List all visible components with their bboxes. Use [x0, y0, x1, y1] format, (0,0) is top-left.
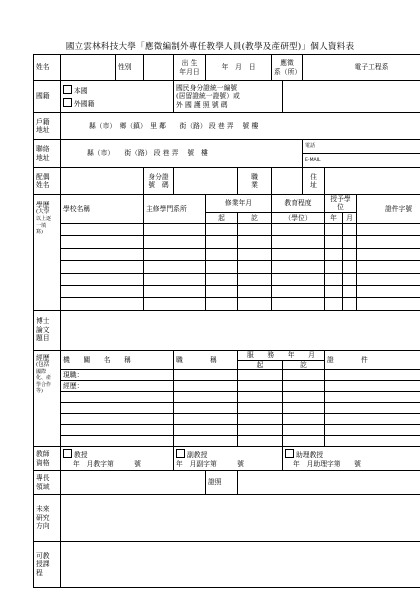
id-label-line3: 外 國 護 照 號 碼 — [176, 100, 228, 109]
experience-past-row — [34, 381, 420, 392]
edu-level-cell[interactable] — [272, 285, 325, 297]
row-basic-info — [34, 55, 420, 81]
qual-label-line1: 教師 — [36, 450, 50, 459]
edu-from-cell[interactable] — [206, 248, 238, 260]
birth-field[interactable]: 年 月 日 — [206, 55, 272, 81]
degree-level-header: 教育程度 — [272, 195, 325, 213]
edu-major-cell[interactable] — [144, 236, 206, 248]
edu-school-cell[interactable] — [61, 248, 144, 260]
license-field[interactable] — [238, 471, 420, 495]
license-label: 證照 — [206, 471, 238, 495]
name-label: 姓名 — [34, 55, 61, 81]
experience-label — [34, 350, 61, 446]
row-teacher-qualification — [34, 447, 420, 471]
exp-org-cell[interactable] — [61, 403, 174, 414]
edu-level-cell[interactable] — [272, 236, 325, 248]
major-header: 主修學門系所 — [144, 195, 206, 224]
exp-cert-cell[interactable] — [325, 392, 420, 403]
row-contact-address — [34, 140, 420, 168]
form-title: 國立雲林科技大學「應徵編制外專任教學人員(教學及產研型)」個人資料表 — [65, 42, 355, 52]
nationality-domestic-option[interactable] — [63, 85, 171, 95]
spouse-name-label — [34, 168, 61, 195]
edu-month-cell[interactable] — [343, 298, 357, 310]
edu-month-cell[interactable] — [343, 223, 357, 235]
contact-address-field[interactable]: 縣（市） 街（路） 段 巷 弄 號 樓 — [61, 140, 303, 168]
spouse-job-label-line1: 職 — [251, 172, 258, 181]
period-from-header: 起 — [206, 212, 238, 223]
name-field[interactable] — [61, 55, 116, 81]
checkbox-assist-professor[interactable] — [285, 449, 294, 458]
education-header-row-1 — [34, 195, 420, 213]
contact-address-label — [34, 140, 61, 168]
household-label-line2: 地址 — [36, 126, 50, 134]
future-research-label — [34, 495, 61, 542]
edu-level-cell[interactable] — [272, 261, 325, 273]
exp-org-cell[interactable] — [61, 414, 174, 425]
exp-title-cell[interactable] — [174, 425, 238, 436]
edu-month-cell[interactable] — [343, 261, 357, 273]
spouse-job-field[interactable] — [272, 168, 303, 195]
email-field[interactable] — [303, 154, 420, 167]
exp-title-cell[interactable] — [174, 392, 238, 403]
edu-from-cell[interactable] — [206, 261, 238, 273]
edu-school-cell[interactable] — [61, 223, 144, 235]
edu-to-cell[interactable] — [238, 223, 272, 235]
experience-row — [34, 425, 420, 436]
future-label-line3: 方向 — [36, 522, 50, 531]
birth-label-line2: 年月日 — [179, 67, 200, 76]
exp-to-cell[interactable] — [283, 392, 325, 403]
exp-title-cell[interactable] — [174, 436, 238, 447]
row-future-research — [34, 495, 420, 542]
edu-from-cell[interactable] — [206, 223, 238, 235]
checkbox-foreign[interactable] — [63, 98, 72, 107]
exp-title-cell[interactable] — [174, 370, 238, 381]
spouse-address-label-line1: 住 — [310, 172, 317, 181]
checkbox-professor[interactable] — [63, 449, 72, 458]
org-name-header: 機 關 名 稱 — [61, 350, 174, 369]
edu-major-cell[interactable] — [144, 298, 206, 310]
spouse-id-label-line2: 號 碼 — [148, 181, 169, 189]
edu-cert-cell[interactable] — [357, 248, 420, 260]
nationality-label: 國籍 — [34, 81, 61, 113]
spouse-id-field[interactable] — [174, 168, 238, 195]
qualification-assoc — [174, 447, 283, 471]
service-period-header: 服 務 年 月 — [238, 350, 325, 360]
edu-month-cell[interactable] — [343, 285, 357, 297]
exp-cert-cell[interactable] — [325, 381, 420, 392]
edu-month-cell[interactable] — [343, 273, 357, 285]
edu-cert-cell[interactable] — [357, 261, 420, 273]
domestic-label: 本國 — [74, 86, 88, 95]
professor-label: 教授 — [74, 451, 88, 460]
id-label-line1: 國民身分證統一編號 — [176, 83, 238, 92]
experience-row — [34, 436, 420, 447]
household-address-field[interactable]: 縣（市） 鄉（鎮） 里 鄰 街（路） 段 巷 弄 號 樓 — [61, 113, 420, 140]
service-to-header: 訖 — [283, 360, 325, 369]
foreign-label: 外國籍 — [74, 100, 95, 108]
qualification-assist — [283, 447, 420, 471]
edu-year-cell[interactable] — [325, 236, 343, 248]
edu-label-line1: 學歷 — [36, 201, 50, 209]
phone-label: 電話 — [305, 143, 316, 149]
checkbox-assoc-professor[interactable] — [176, 449, 185, 458]
education-row — [34, 273, 420, 285]
edu-level-cell[interactable] — [272, 273, 325, 285]
future-label-line2: 研究 — [36, 513, 50, 522]
edu-cert-cell[interactable] — [357, 236, 420, 248]
courses-label — [34, 542, 61, 588]
grant-year-header: 年 — [325, 212, 343, 223]
specialty-label-line1: 專長 — [36, 474, 50, 483]
edu-year-cell[interactable] — [325, 223, 343, 235]
certificate-no-header: 證件字號 — [357, 195, 420, 224]
edu-label-line5: 寫) — [36, 228, 43, 235]
gender-label: 性別 — [116, 55, 144, 81]
edu-to-cell[interactable] — [238, 261, 272, 273]
assist-label: 助理教授 — [296, 451, 324, 460]
exp-org-cell[interactable] — [61, 436, 174, 447]
assist-option[interactable] — [285, 449, 420, 459]
edu-to-cell[interactable] — [238, 248, 272, 260]
spouse-job-label-line2: 業 — [251, 181, 258, 189]
exp-cert-cell[interactable] — [325, 370, 420, 381]
current-label: 現職： — [63, 370, 84, 379]
experience-row — [34, 414, 420, 425]
grant-month-header: 月 — [343, 212, 357, 223]
edu-major-cell[interactable] — [144, 248, 206, 260]
specialty-field[interactable] — [61, 471, 206, 495]
education-row — [34, 261, 420, 273]
id-number-field[interactable] — [283, 81, 420, 113]
exp-to-cell[interactable] — [283, 414, 325, 425]
edu-year-cell[interactable] — [325, 285, 343, 297]
edu-major-cell[interactable] — [144, 285, 206, 297]
exp-label-line6: 等) — [36, 387, 43, 394]
edu-year-cell[interactable] — [325, 298, 343, 310]
spouse-label-line1: 配偶 — [36, 172, 50, 181]
exp-title-cell[interactable] — [174, 403, 238, 414]
exp-to-cell[interactable] — [283, 370, 325, 381]
id-number-label — [174, 81, 283, 113]
professor-cert-no[interactable]: 年 月教字第 號 — [73, 459, 141, 468]
edu-from-cell[interactable] — [206, 273, 238, 285]
education-row — [34, 248, 420, 260]
edu-from-cell[interactable] — [206, 236, 238, 248]
row-household-address — [34, 113, 420, 140]
spouse-id-label — [144, 168, 174, 195]
education-label — [34, 195, 61, 311]
edu-school-cell[interactable] — [61, 298, 144, 310]
edu-cert-cell[interactable] — [357, 285, 420, 297]
edu-label-line2: (大學 — [36, 209, 50, 216]
assoc-option[interactable] — [176, 449, 280, 459]
education-row — [34, 285, 420, 297]
exp-label-line1: 經歷 — [36, 353, 50, 362]
spouse-job-label — [238, 168, 272, 195]
exp-from-cell[interactable] — [238, 414, 283, 425]
spouse-label-line2: 姓名 — [36, 181, 50, 189]
professor-option[interactable] — [63, 449, 171, 459]
edu-cert-cell[interactable] — [357, 298, 420, 310]
spouse-name-field[interactable] — [61, 168, 144, 195]
spouse-address-field[interactable] — [325, 168, 420, 195]
edu-from-cell[interactable] — [206, 298, 238, 310]
phone-field[interactable] — [303, 140, 420, 154]
edu-year-cell[interactable] — [325, 261, 343, 273]
edu-school-cell[interactable] — [61, 273, 144, 285]
edu-major-cell[interactable] — [144, 223, 206, 235]
degree-level-subheader: （學位） — [272, 212, 325, 223]
specialty-label — [34, 471, 61, 495]
past-label: 經歷： — [63, 381, 84, 390]
assoc-cert-no[interactable]: 年 月副字第 號 — [176, 459, 244, 468]
school-name-header: 學校名稱 — [61, 195, 144, 224]
row-spouse — [34, 168, 420, 195]
qualification-label — [34, 447, 61, 471]
exp-cert-header: 證 件 — [325, 350, 420, 369]
birth-label-line1: 出 生 — [181, 59, 198, 68]
exp-org-cell[interactable] — [61, 425, 174, 436]
exp-label-line2: (包括 — [36, 362, 50, 369]
spouse-address-label — [303, 168, 325, 195]
edu-year-cell[interactable] — [325, 248, 343, 260]
edu-school-cell[interactable] — [61, 236, 144, 248]
edu-year-cell[interactable] — [325, 273, 343, 285]
edu-month-cell[interactable] — [343, 248, 357, 260]
education-row — [34, 236, 420, 248]
personal-data-table — [33, 54, 420, 588]
dept-label-line1: 應徵 — [280, 59, 294, 68]
job-title-header: 職 稱 — [174, 350, 238, 369]
row-nationality — [34, 81, 420, 113]
exp-label-line5: 學合作 — [36, 381, 52, 388]
period-header: 修業年月 — [206, 195, 272, 213]
edu-to-cell[interactable] — [238, 236, 272, 248]
exp-from-cell[interactable] — [238, 370, 283, 381]
edu-label-line3: 以上逐 — [36, 216, 52, 223]
exp-cert-cell[interactable] — [325, 425, 420, 436]
row-courses — [34, 542, 420, 588]
service-from-header: 起 — [238, 360, 283, 369]
dept-label — [272, 55, 303, 81]
exp-from-cell[interactable] — [238, 403, 283, 414]
email-label: E-MAIL — [305, 158, 321, 163]
education-row — [34, 298, 420, 310]
edu-from-cell[interactable] — [206, 285, 238, 297]
courses-field[interactable] — [61, 542, 420, 588]
edu-to-cell[interactable] — [238, 285, 272, 297]
education-row — [34, 223, 420, 235]
assist-cert-no[interactable]: 年 月助理字第 號 — [293, 459, 361, 468]
courses-label-line2: 授課 — [36, 560, 50, 569]
exp-cert-cell[interactable] — [325, 403, 420, 414]
dept-value[interactable]: 電子工程系 — [303, 55, 420, 81]
courses-label-line1: 可教 — [36, 551, 50, 560]
exp-to-cell[interactable] — [283, 436, 325, 447]
edu-level-cell[interactable] — [272, 248, 325, 260]
household-address-label — [34, 113, 61, 140]
edu-major-cell[interactable] — [144, 273, 206, 285]
phd-thesis-label — [34, 310, 61, 350]
exp-org-cell[interactable] — [61, 392, 174, 403]
courses-label-line3: 程 — [36, 568, 43, 577]
checkbox-domestic[interactable] — [63, 85, 72, 94]
nationality-foreign-option[interactable] — [63, 98, 171, 108]
future-research-field[interactable] — [61, 495, 420, 542]
phd-label-line1: 博士 — [36, 317, 50, 326]
edu-to-cell[interactable] — [238, 298, 272, 310]
edu-cert-cell[interactable] — [357, 223, 420, 235]
birth-label — [174, 55, 206, 81]
exp-from-cell[interactable] — [238, 381, 283, 392]
contact-info-cell — [303, 140, 420, 168]
experience-header-row-1 — [34, 350, 420, 360]
edu-month-cell[interactable] — [343, 236, 357, 248]
exp-to-cell[interactable] — [283, 425, 325, 436]
row-phd-thesis — [34, 310, 420, 350]
spouse-address-label-line2: 址 — [310, 181, 317, 189]
exp-label-line4: 化、產 — [36, 375, 52, 382]
future-label-line1: 未來 — [36, 505, 50, 514]
dept-label-line2: 系（所） — [274, 67, 302, 76]
experience-row — [34, 392, 420, 403]
edu-label-line4: 一填 — [36, 222, 47, 229]
nationality-options — [61, 81, 174, 113]
exp-from-cell[interactable] — [238, 392, 283, 403]
experience-row — [34, 403, 420, 414]
exp-label-line3: 國際 — [36, 369, 47, 376]
exp-title-cell[interactable] — [174, 414, 238, 425]
phd-label-line2: 論文 — [36, 325, 50, 334]
past-position-cell[interactable] — [61, 381, 174, 392]
period-to-header: 訖 — [238, 212, 272, 223]
qual-label-line2: 資格 — [36, 458, 50, 467]
degree-grant-header: 授予學位 — [325, 195, 357, 213]
qualification-professor — [61, 447, 174, 471]
row-specialty — [34, 471, 420, 495]
phd-label-line3: 題目 — [36, 334, 50, 343]
specialty-label-line2: 領域 — [36, 482, 50, 491]
edu-school-cell[interactable] — [61, 285, 144, 297]
exp-from-cell[interactable] — [238, 425, 283, 436]
edu-level-cell[interactable] — [272, 298, 325, 310]
current-position-cell[interactable] — [61, 370, 174, 381]
edu-to-cell[interactable] — [238, 273, 272, 285]
phd-thesis-field[interactable] — [61, 310, 420, 350]
edu-major-cell[interactable] — [144, 261, 206, 273]
exp-title-cell[interactable] — [174, 381, 238, 392]
assoc-label: 副教授 — [187, 451, 208, 460]
experience-current-row — [34, 370, 420, 381]
spouse-id-label-line1: 身分證 — [148, 172, 169, 181]
exp-cert-cell[interactable] — [325, 436, 420, 447]
exp-from-cell[interactable] — [238, 436, 283, 447]
contact-label-line2: 地址 — [36, 153, 50, 162]
exp-cert-cell[interactable] — [325, 414, 420, 425]
edu-level-cell[interactable] — [272, 223, 325, 235]
household-label-line1: 戶籍 — [36, 117, 50, 126]
edu-school-cell[interactable] — [61, 261, 144, 273]
exp-to-cell[interactable] — [283, 381, 325, 392]
gender-field[interactable] — [144, 55, 174, 81]
exp-to-cell[interactable] — [283, 403, 325, 414]
contact-label-line1: 聯絡 — [36, 145, 50, 154]
id-label-line2: (居留證統一證號）或 — [176, 92, 240, 101]
edu-cert-cell[interactable] — [357, 273, 420, 285]
